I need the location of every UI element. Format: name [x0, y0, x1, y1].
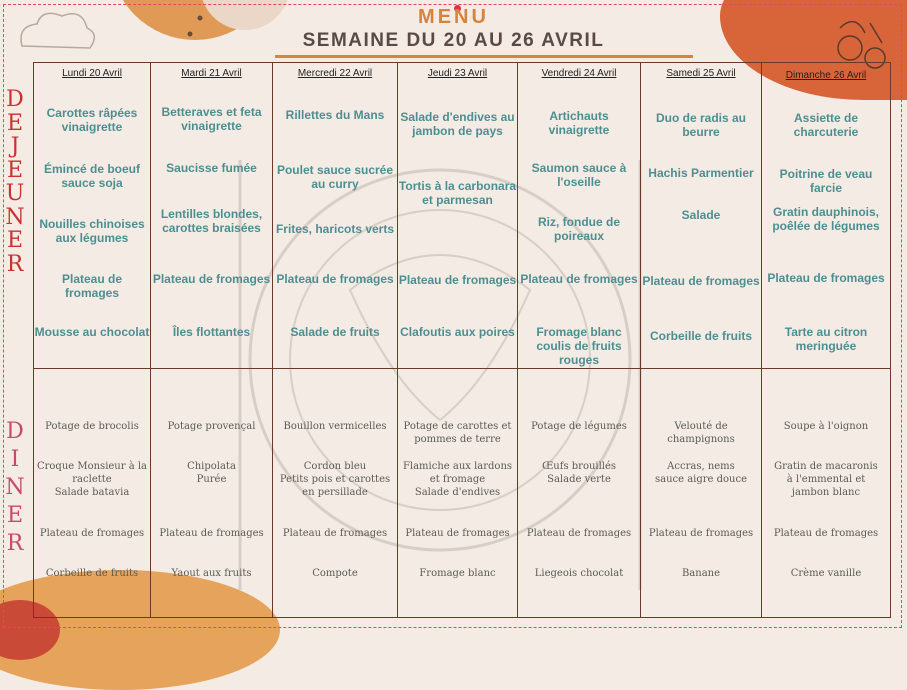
lunch-item: Plateau de fromages [520, 272, 638, 286]
dinner-item: Velouté de champignons [667, 421, 735, 445]
day-header: Vendredi 24 Avril [541, 68, 617, 79]
dinner-item: Potage de légumes [531, 421, 627, 432]
lunch-item: Émincé de boeuf sauce soja [43, 162, 141, 190]
lunch-item: Tortis à la carbonara et parmesan [398, 179, 517, 207]
dinner-cell-monday [34, 369, 151, 617]
dinner-item: Flamiche aux lardons et fromage Salade d'endives [402, 461, 513, 498]
lunch-item: Mousse au chocolat [34, 325, 150, 339]
lunch-item: Plateau de fromages [152, 272, 271, 286]
lunch-item: Plateau de fromages [61, 272, 123, 300]
dinner-cell-wednesday [273, 369, 398, 617]
title-underline [275, 55, 693, 58]
day-header: Jeudi 23 Avril [427, 68, 488, 79]
dinner-item: Liegeois chocolat [534, 568, 624, 579]
dinner-item: Plateau de fromages [773, 528, 879, 539]
lunch-item: Artichauts vinaigrette [548, 109, 610, 137]
dinner-item: Croque Monsieur à la raclette Salade batavia [36, 461, 148, 498]
day-header: Mercredi 22 Avril [297, 68, 373, 79]
lunch-item: Gratin dauphinois, poêlée de légumes [772, 205, 880, 233]
lunch-cell-tuesday [151, 63, 273, 369]
lunch-item: Îles flottantes [172, 325, 251, 339]
dinner-item: Plateau de fromages [39, 528, 145, 539]
lunch-item: Corbeille de fruits [649, 329, 753, 343]
dinner-item: Bouillon vermicelles [283, 421, 387, 432]
dinner-item: Chipolata Purée [187, 461, 236, 485]
dinner-item: Fromage blanc [419, 568, 496, 579]
lunch-item: Saucisse fumée [166, 161, 257, 175]
dinner-item: Crème vanille [790, 568, 862, 579]
lunch-item: Betteraves et feta vinaigrette [161, 105, 262, 133]
lunch-item: Carottes râpées vinaigrette [46, 106, 138, 134]
lunch-cell-sunday [762, 63, 890, 369]
dinner-item: Potage provençal [167, 421, 256, 432]
day-header: Dimanche 26 Avril [785, 70, 867, 81]
lunch-item: Plateau de fromages [276, 272, 394, 286]
dinner-cell-saturday [641, 369, 762, 617]
lunch-item: Lentilles blondes, carottes braisées [160, 207, 263, 235]
dinner-item: Plateau de fromages [159, 528, 264, 539]
dinner-item: Corbeille de fruits [45, 568, 139, 579]
dinner-item: Plateau de fromages [282, 528, 388, 539]
lunch-cell-wednesday [273, 63, 398, 369]
dinner-item: Cordon bleu Petits pois et carottes en persillade [279, 461, 391, 498]
dinner-item: Yaout aux fruits [171, 568, 252, 579]
day-header: Samedi 25 Avril [666, 68, 736, 79]
dinner-item: Plateau de fromages [405, 528, 510, 539]
lunch-item: Nouilles chinoises aux légumes [39, 217, 145, 245]
dinner-item: Potage de brocolis [45, 421, 139, 432]
dinner-cell-sunday [762, 369, 890, 617]
lunch-cell-thursday [398, 63, 518, 369]
lunch-item: Tarte au citron meringuée [784, 325, 868, 353]
lunch-item: Riz, fondue de poireaux [538, 215, 620, 243]
menu-table [33, 62, 891, 618]
dinner-item: Gratin de macaronis à l'emmental et jambon blanc [774, 461, 878, 498]
dinner-item: Soupe à l'oignon [783, 421, 869, 432]
dinner-item: Compote [312, 568, 358, 579]
day-header: Lundi 20 Avril [62, 68, 122, 79]
lunch-cell-monday [34, 63, 151, 369]
lunch-item: Saumon sauce à l'oseille [531, 161, 627, 189]
lunch-item: Salade [681, 208, 721, 222]
dinner-row-label: DINER [5, 419, 25, 556]
lunch-item: Salade de fruits [290, 325, 380, 339]
lunch-item: Duo de radis au beurre [655, 111, 747, 139]
dinner-cell-tuesday [151, 369, 273, 617]
dinner-item: Plateau de fromages [526, 528, 632, 539]
dinner-cell-friday [518, 369, 641, 617]
page-subtitle: SEMAINE DU 20 AU 26 AVRIL [302, 30, 605, 51]
lunch-row-label: DEJEUNER [5, 87, 25, 277]
lunch-item: Plateau de fromages [398, 273, 517, 287]
page-title: MENU [418, 6, 489, 28]
lunch-item: Plateau de fromages [767, 271, 885, 285]
lunch-item: Plateau de fromages [642, 274, 760, 288]
dinner-cell-thursday [398, 369, 518, 617]
lunch-item: Rillettes du Mans [285, 108, 385, 122]
lunch-item: Clafoutis aux poires [400, 325, 515, 339]
day-header: Mardi 21 Avril [181, 68, 242, 79]
dinner-item: Plateau de fromages [648, 528, 754, 539]
dinner-item: Banane [681, 568, 721, 579]
lunch-item: Frites, haricots verts [275, 222, 395, 236]
lunch-item: Poitrine de veau farcie [779, 167, 873, 195]
lunch-item: Fromage blanc coulis de fruits rouges [536, 325, 622, 367]
lunch-cell-friday [518, 63, 641, 369]
dinner-item: Accras, nems sauce aigre douce [654, 461, 748, 485]
dinner-item: Œufs brouillés Salade verte [541, 461, 617, 485]
lunch-item: Salade d'endives au jambon de pays [400, 110, 515, 138]
lunch-item: Assiette de charcuterie [793, 111, 859, 139]
dinner-item: Potage de carottes et pommes de terre [403, 421, 512, 445]
lunch-item: Poulet sauce sucrée au curry [276, 163, 394, 191]
lunch-item: Hachis Parmentier [648, 166, 754, 180]
lunch-cell-saturday [641, 63, 762, 369]
